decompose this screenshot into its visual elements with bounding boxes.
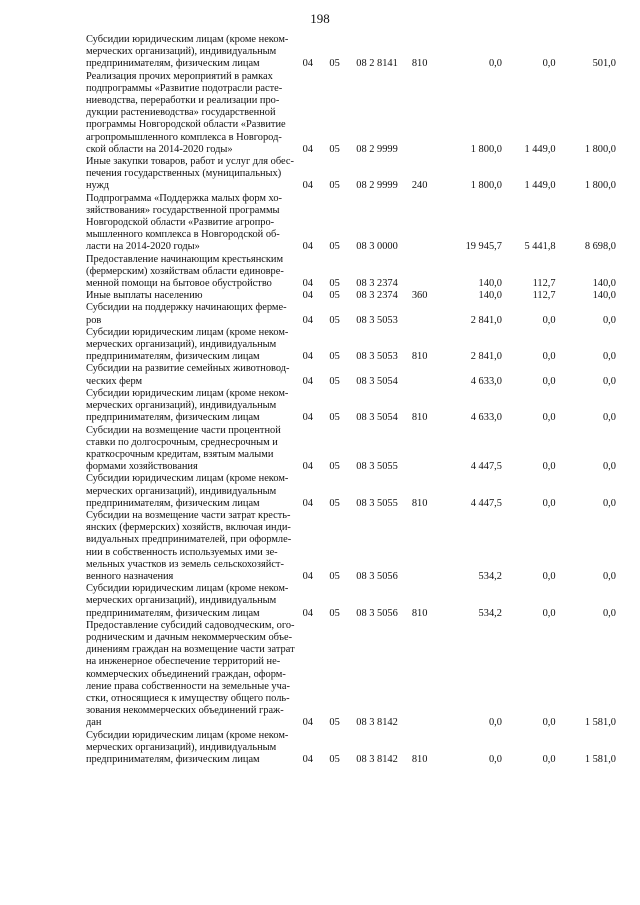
amount-3: 8 698,0: [584, 241, 616, 253]
section-code: 04: [302, 570, 313, 582]
amount-2: 0,0: [542, 375, 556, 387]
subsection-code: 05: [329, 290, 340, 302]
amount-2: 0,0: [542, 351, 556, 363]
amount-2: 0,0: [542, 753, 556, 765]
amount-2: 0,0: [542, 314, 556, 326]
row-name: Субсидии юридическим лицам (кроме неком- мерческих организаций), индивидуальным предпринимателям, физическим лицам: [86, 326, 289, 363]
target-article-code: 08 3 5055: [356, 497, 398, 509]
amount-3: 140,0: [592, 278, 616, 290]
target-article-code: 08 3 5056: [356, 570, 398, 582]
amount-3: 1 581,0: [584, 753, 616, 765]
section-code: 04: [302, 241, 313, 253]
row-name: Субсидии юридическим лицам (кроме неком- мерческих организаций), индивидуальным предпринимателям, физическим лицам: [86, 583, 289, 619]
row-name: Субсидии на поддержку начинающих ферме- ров: [86, 302, 287, 326]
amount-1: 2 841,0: [470, 314, 502, 326]
amount-1: 1 800,0: [470, 143, 502, 155]
expense-type-code: 810: [411, 58, 428, 70]
expense-type-code: 240: [411, 180, 428, 192]
row-name: Субсидии на возмещение части процентной ставки по долгосрочным, среднесрочным и краткосрочным кредитам, взятым малыми формами хозяйствования: [86, 424, 281, 473]
row-name: Субсидии юридическим лицам (кроме неком- мерческих организаций), индивидуальным предпринимателям, физическим лицам: [86, 473, 289, 509]
row-name: Субсидии юридическим лицам (кроме неком- мерческих организаций), индивидуальным предпринимателям, физическим лицам: [86, 387, 289, 424]
amount-2: 0,0: [542, 717, 556, 729]
amount-2: 0,0: [542, 607, 556, 619]
target-article-code: 08 3 2374: [356, 278, 398, 290]
table-row: [86, 425, 616, 474]
amount-2: 0,0: [542, 58, 556, 70]
amount-3: 0,0: [602, 570, 616, 582]
row-name: Субсидии юридическим лицам (кроме неком- мерческих организаций), индивидуальным предпринимателям, физическим лицам: [86, 34, 289, 70]
subsection-code: 05: [329, 461, 340, 473]
section-code: 04: [302, 412, 313, 424]
amount-2: 0,0: [542, 497, 556, 509]
target-article-code: 08 3 5056: [356, 607, 398, 619]
section-code: 04: [302, 351, 313, 363]
subsection-code: 05: [329, 375, 340, 387]
section-code: 04: [302, 290, 313, 302]
table-row: [86, 730, 616, 767]
amount-1: 140,0: [478, 278, 502, 290]
amount-3: 0,0: [602, 375, 616, 387]
amount-1: 0,0: [488, 58, 502, 70]
row-name: Предоставление субсидий садоводческим, ого- родническим и дачным некоммерческим объе- динениям граждан на возмещение части затрат на инженерное обеспечение территорий не- коммерческих объединений граждан, оформ- ление права собственности на земельные уча- стки, относящиеся к имуществу общего поль- зования некоммерческих объединений граж- дан: [86, 619, 295, 729]
expense-type-code: 810: [411, 607, 428, 619]
amount-2: 0,0: [542, 412, 556, 424]
target-article-code: 08 3 5053: [356, 351, 398, 363]
section-code: 04: [302, 143, 313, 155]
table-row: [86, 302, 616, 326]
table-row: [86, 156, 616, 193]
amount-3: 0,0: [602, 461, 616, 473]
subsection-code: 05: [329, 241, 340, 253]
amount-1: 534,2: [478, 570, 502, 582]
amount-1: 4 633,0: [470, 375, 502, 387]
amount-1: 1 800,0: [470, 180, 502, 192]
subsection-code: 05: [329, 717, 340, 729]
subsection-code: 05: [329, 351, 340, 363]
amount-1: 4 447,5: [470, 497, 502, 509]
amount-2: 112,7: [532, 290, 556, 302]
subsection-code: 05: [329, 753, 340, 765]
subsection-code: 05: [329, 607, 340, 619]
section-code: 04: [302, 607, 313, 619]
amount-3: 1 800,0: [584, 180, 616, 192]
expense-type-code: 810: [411, 412, 428, 424]
subsection-code: 05: [329, 278, 340, 290]
table-row: [86, 510, 616, 583]
amount-3: 0,0: [602, 497, 616, 509]
expense-type-code: 810: [411, 497, 428, 509]
subsection-code: 05: [329, 58, 340, 70]
table-row: [86, 473, 616, 510]
target-article-code: 08 2 9999: [356, 180, 398, 192]
target-article-code: 08 3 2374: [356, 290, 398, 302]
amount-1: 534,2: [478, 607, 502, 619]
section-code: 04: [302, 497, 313, 509]
table-row: [86, 388, 616, 425]
section-code: 04: [302, 58, 313, 70]
amount-1: 4 633,0: [470, 412, 502, 424]
amount-1: 0,0: [488, 753, 502, 765]
amount-1: 140,0: [478, 290, 502, 302]
table-row: [86, 583, 616, 620]
section-code: 04: [302, 375, 313, 387]
target-article-code: 08 2 8141: [356, 58, 398, 70]
amount-1: 0,0: [488, 717, 502, 729]
target-article-code: 08 3 5055: [356, 461, 398, 473]
page-number: 198: [310, 11, 330, 26]
amount-3: 0,0: [602, 607, 616, 619]
subsection-code: 05: [329, 143, 340, 155]
amount-1: 19 945,7: [465, 241, 502, 253]
target-article-code: 08 2 9999: [356, 143, 398, 155]
row-name: Иные закупки товаров, работ и услуг для обес- печения государственных (муниципальных) нужд: [86, 156, 294, 192]
amount-2: 1 449,0: [524, 143, 556, 155]
expense-type-code: 810: [411, 753, 428, 765]
subsection-code: 05: [329, 180, 340, 192]
amount-3: 0,0: [602, 314, 616, 326]
row-name: Субсидии на развитие семейных животновод- ческих ферм: [86, 363, 290, 387]
amount-2: 0,0: [542, 461, 556, 473]
subsection-code: 05: [329, 570, 340, 582]
target-article-code: 08 3 8142: [356, 717, 398, 729]
amount-3: 0,0: [602, 351, 616, 363]
table-row: [86, 34, 616, 71]
amount-2: 0,0: [542, 570, 556, 582]
target-article-code: 08 3 5054: [356, 375, 398, 387]
row-name: Предоставление начинающим крестьянским (фермерским) хозяйствам области единовре- менной помощи на бытовое обустройство: [86, 253, 284, 290]
target-article-code: 08 3 8142: [356, 753, 398, 765]
row-name: Субсидии на возмещение части затрат кресть- янских (фермерских) хозяйств, включая инди- видуальных предпринимателей, при оформле- нии в собственность используемых ими зе- мельных участков из земель сельскохозяйст- венного назначения: [86, 509, 292, 582]
table-row: [86, 363, 616, 387]
section-code: 04: [302, 278, 313, 290]
target-article-code: 08 3 5054: [356, 412, 398, 424]
amount-1: 2 841,0: [470, 351, 502, 363]
section-code: 04: [302, 753, 313, 765]
amount-3: 501,0: [592, 58, 616, 70]
table-row: [86, 290, 616, 302]
table-row: [86, 71, 616, 156]
row-name: Подпрограмма «Поддержка малых форм хо- зяйствования» государственной программы Новгородской области «Развитие агропро- мышленного комплекса в Новгородской об- ласти на 2014-2020 годы»: [86, 192, 283, 253]
expense-type-code: 810: [411, 351, 428, 363]
amount-2: 112,7: [532, 278, 556, 290]
row-name: Реализация прочих мероприятий в рамках подпрограммы «Развитие подотрасли расте- ниеводства, переработки и реализации про- дукции растениеводства» государственной программы Новгородской области «Развитие агропромышленного комплекса в Новгород- ской области на 2014-2020 годы»: [86, 70, 286, 155]
section-code: 04: [302, 717, 313, 729]
amount-3: 140,0: [592, 290, 616, 302]
table-row: [86, 327, 616, 364]
row-name: Иные выплаты населению: [86, 290, 203, 302]
table-row: [86, 193, 616, 254]
amount-2: 5 441,8: [524, 241, 556, 253]
table-row: [86, 620, 616, 730]
table-row: [86, 254, 616, 291]
amount-2: 1 449,0: [524, 180, 556, 192]
amount-1: 4 447,5: [470, 461, 502, 473]
section-code: 04: [302, 314, 313, 326]
target-article-code: 08 3 0000: [356, 241, 398, 253]
budget-table: [86, 34, 616, 766]
amount-3: 0,0: [602, 412, 616, 424]
subsection-code: 05: [329, 497, 340, 509]
expense-type-code: 360: [411, 290, 428, 302]
section-code: 04: [302, 461, 313, 473]
amount-3: 1 581,0: [584, 717, 616, 729]
subsection-code: 05: [329, 314, 340, 326]
target-article-code: 08 3 5053: [356, 314, 398, 326]
section-code: 04: [302, 180, 313, 192]
subsection-code: 05: [329, 412, 340, 424]
row-name: Субсидии юридическим лицам (кроме неком- мерческих организаций), индивидуальным предпринимателям, физическим лицам: [86, 729, 289, 765]
amount-3: 1 800,0: [584, 143, 616, 155]
